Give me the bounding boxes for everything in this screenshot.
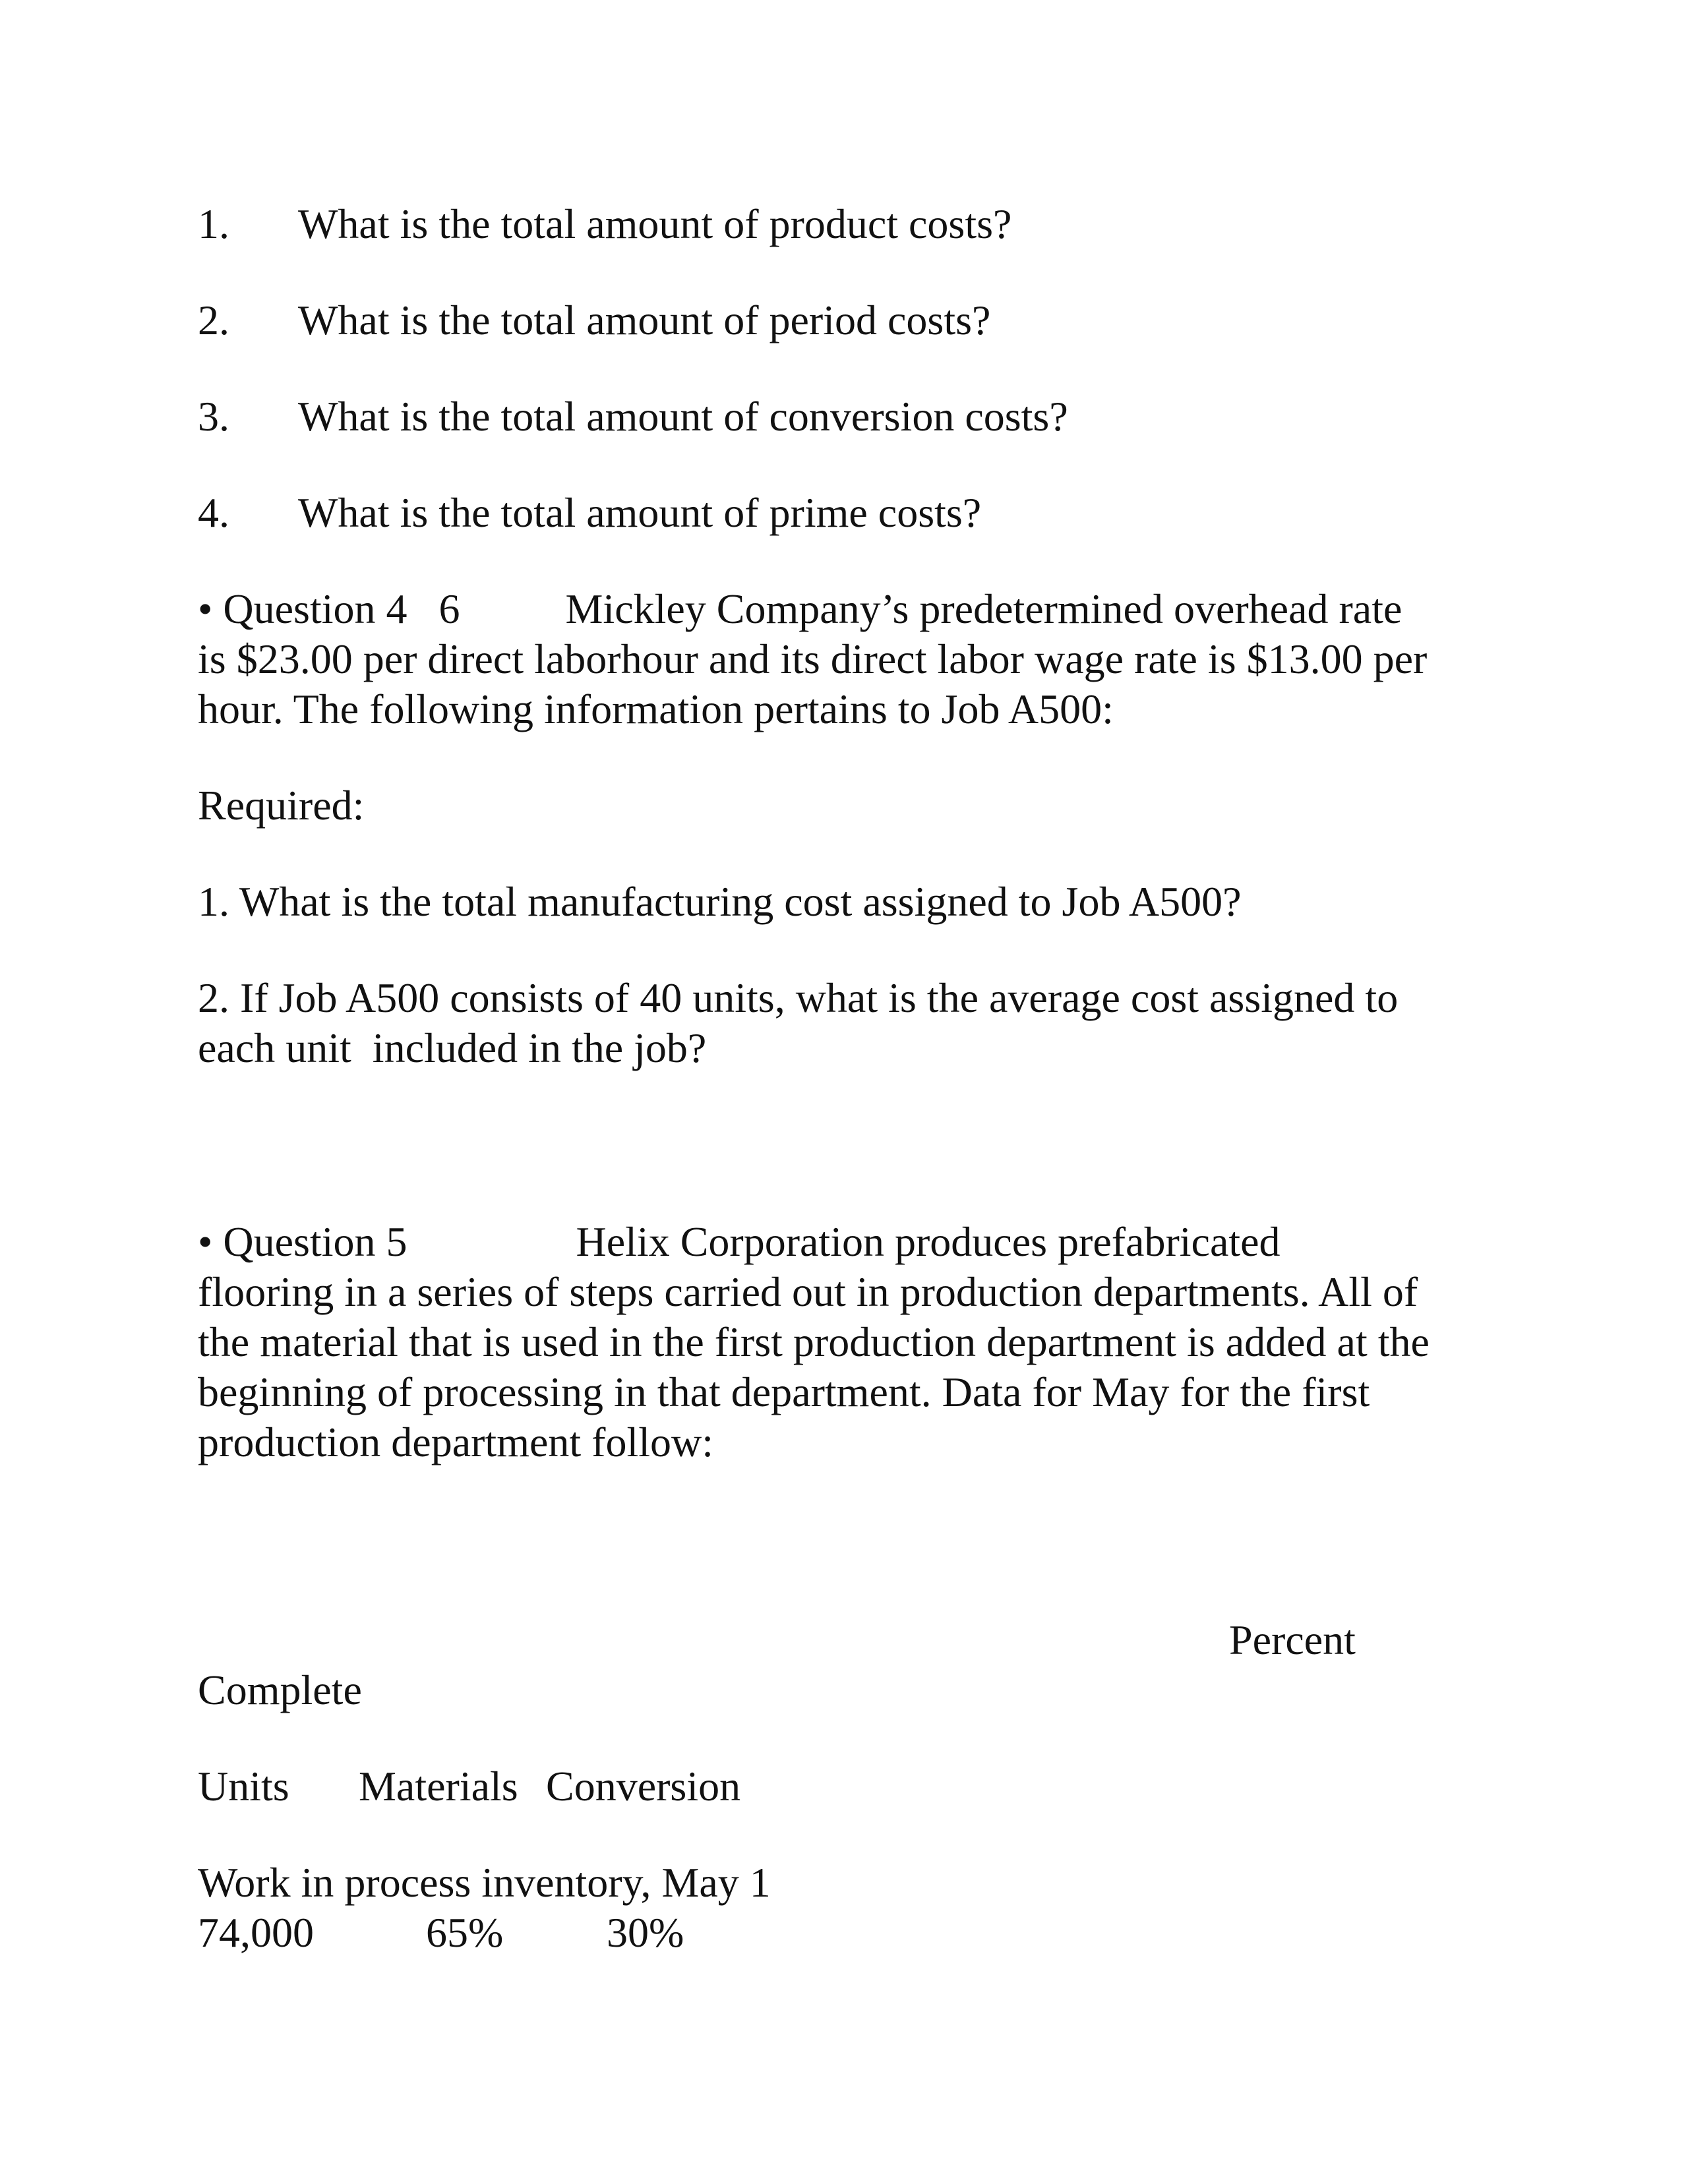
question-4-line: • Question 4 6 Mickley Company’s predetermined overhead rate	[198, 585, 1402, 632]
question-text-4: What is the total amount of prime costs?	[298, 489, 982, 536]
question-4-line: is $23.00 per direct laborhour and its direct labor wage rate is $13.00 per	[198, 635, 1428, 682]
table-cell-materials: 65%	[426, 1909, 504, 1956]
question-5-line: flooring in a series of steps carried out in production departments. All of	[198, 1268, 1418, 1315]
question-text-3: What is the total amount of conversion costs?	[298, 393, 1068, 440]
column-header-units: Units	[198, 1763, 289, 1810]
table-cell-conversion: 30%	[607, 1909, 684, 1956]
column-header-conversion: Conversion	[546, 1763, 741, 1810]
complete-label: Complete	[198, 1667, 362, 1713]
required-item-1: 1. What is the total manufacturing cost assigned to Job A500?	[198, 878, 1242, 925]
question-number-2: 2.	[198, 297, 229, 343]
table-row-label: Work in process inventory, May 1	[198, 1859, 771, 1906]
percent-label: Percent	[1229, 1616, 1356, 1663]
required-item-2	[198, 973, 1517, 1073]
required-item-2-line: each unit included in the job?	[198, 1024, 707, 1071]
question-5-line: the material that is used in the first production department is added at the	[198, 1318, 1430, 1365]
question-4-paragraph	[198, 584, 1517, 734]
column-header-materials: Materials	[359, 1763, 518, 1810]
question-text-1: What is the total amount of product costs?	[298, 200, 1012, 247]
required-item-2-line: 2. If Job A500 consists of 40 units, what is the average cost assigned to	[198, 974, 1399, 1021]
question-number-3: 3.	[198, 393, 229, 440]
question-number-4: 4.	[198, 489, 229, 536]
question-text-2: What is the total amount of period costs?	[298, 297, 991, 343]
question-number-1: 1.	[198, 200, 229, 247]
question-5-paragraph	[198, 1217, 1517, 1467]
required-label: Required:	[198, 782, 365, 829]
question-5-line: • Question 5 Helix Corporation produces prefabricated	[198, 1218, 1281, 1265]
question-5-line: production department follow:	[198, 1419, 714, 1465]
question-4-line: hour. The following information pertains to Job A500:	[198, 686, 1114, 732]
table-cell-units: 74,000	[198, 1909, 314, 1956]
question-5-line: beginning of processing in that department. Data for May for the first	[198, 1369, 1370, 1415]
